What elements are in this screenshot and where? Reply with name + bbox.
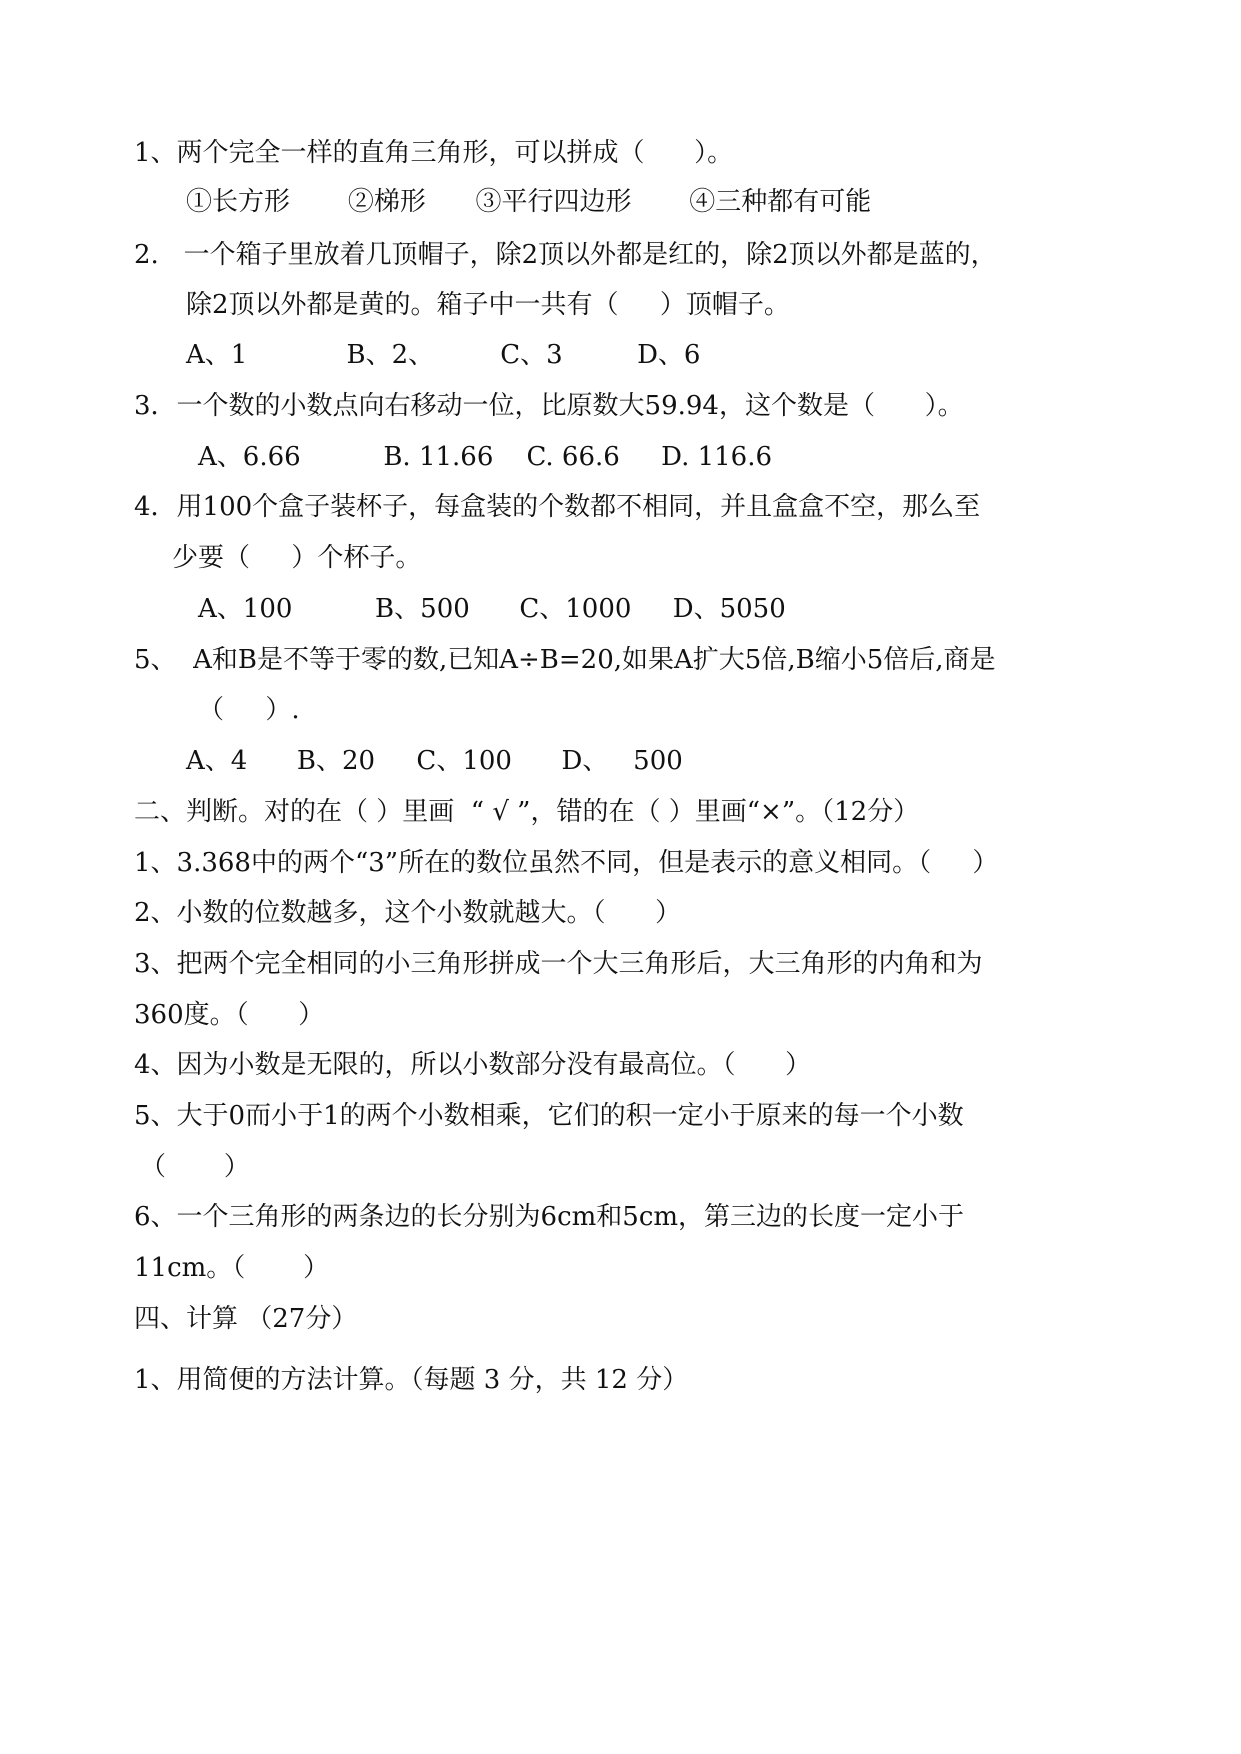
q1-options: ①长方形 ②梯形 ③平行四边形 ④三种都有可能 <box>186 187 872 217</box>
q2-stem-line2: 除2顶以外都是黄的。箱子中一共有（ ）顶帽子。 <box>186 290 790 320</box>
q3-options: A、6.66 B. 11.66 C. 66.6 D. 116.6 <box>198 442 773 472</box>
q3-stem: 3．一个数的小数点向右移动一位，比原数大59.94，这个数是（ ）。 <box>134 391 964 421</box>
q4-stem-line2: 少要（ ）个杯子。 <box>172 543 422 573</box>
judgment-item-4: 4、因为小数是无限的，所以小数部分没有最高位。（ ） <box>134 1050 812 1080</box>
q2-stem-line1: 2. 一个箱子里放着几顶帽子，除2顶以外都是红的，除2顶以外都是蓝的， <box>134 240 997 270</box>
judgment-item-3-line2: 360度。（ ） <box>134 1000 325 1030</box>
judgment-item-5-line2: （ ） <box>140 1152 250 1182</box>
q5-options: A、4 B、20 C、100 D、 500 <box>186 746 683 776</box>
q4-stem-line1: 4．用100个盒子装杯子，每盒装的个数都不相同，并且盒盒不空，那么至 <box>134 492 981 522</box>
judgment-item-6-line1: 6、一个三角形的两条边的长分别为6cm和5cm，第三边的长度一定小于 <box>134 1202 965 1232</box>
judgment-item-5-line1: 5、大于0而小于1的两个小数相乘，它们的积一定小于原来的每一个小数 <box>134 1101 964 1131</box>
q2-options: A、1 B、2、 C、3 D、6 <box>186 340 701 370</box>
judgment-item-3-line1: 3、把两个完全相同的小三角形拼成一个大三角形后，大三角形的内角和为 <box>134 949 983 979</box>
judgment-item-2: 2、小数的位数越多，这个小数就越大。（ ） <box>134 898 682 928</box>
q1-stem: 1、两个完全一样的直角三角形，可以拼成（ ）。 <box>134 138 734 168</box>
q5-stem-line1: 5、 A和B是不等于零的数,已知A÷B=20,如果A扩大5倍,B缩小5倍后,商是 <box>134 645 996 675</box>
section-heading-judgment: 二、判断。对的在（ ）里画 “ √ ”，错的在（ ）里画“×”。（12分） <box>134 797 920 827</box>
judgment-item-6-line2: 11cm。（ ） <box>134 1253 330 1283</box>
calculation-item-1: 1、用简便的方法计算。（每题 3 分，共 12 分） <box>134 1365 689 1395</box>
judgment-item-1: 1、3.368中的两个“3”所在的数位虽然不同，但是表示的意义相同。（ ） <box>134 848 999 878</box>
section-heading-calculation: 四、计算 （27分） <box>134 1304 358 1334</box>
q5-stem-line2: （ ）. <box>198 695 300 725</box>
q4-options: A、100 B、500 C、1000 D、5050 <box>198 594 786 624</box>
